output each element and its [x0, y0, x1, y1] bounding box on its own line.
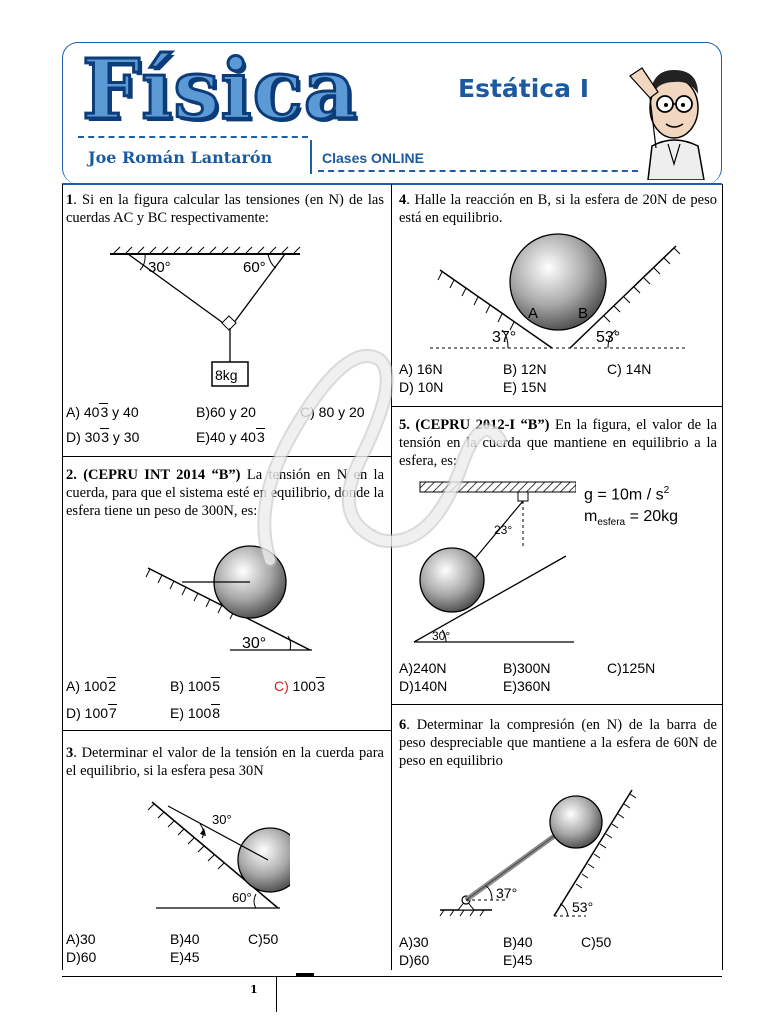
- option-c[interactable]: C) 80 y 20: [300, 404, 365, 420]
- option-e[interactable]: E)40 y 403: [196, 429, 265, 445]
- angle-label: 53°: [596, 329, 621, 346]
- gravity-value: $g = 10m / s^2$: [584, 485, 670, 504]
- angle-label: 30°: [212, 812, 232, 827]
- option-d[interactable]: D)60: [399, 952, 430, 968]
- angle-label: 23°: [494, 523, 513, 537]
- option-b[interactable]: B) 1005: [170, 678, 221, 694]
- page-number: 1: [250, 983, 258, 996]
- option-c[interactable]: C)125N: [607, 660, 656, 676]
- option-e[interactable]: E) 15N: [503, 379, 547, 395]
- problem-number: 3: [66, 745, 74, 761]
- option-b[interactable]: B)60 y 20: [196, 404, 256, 420]
- problem-text: En la figura, el valor de la tensión en la cuerda que mantiene en equilibrio a la esfera, es:: [399, 417, 717, 469]
- problem-5-figure: [406, 476, 576, 648]
- left-border: [62, 184, 63, 970]
- problem-number: 1: [66, 192, 74, 208]
- header-separator: [310, 140, 312, 174]
- angle-label: 60°: [243, 259, 266, 276]
- option-a[interactable]: A) 16N: [399, 361, 443, 377]
- problem-number: 6: [399, 717, 407, 733]
- teacher-cartoon-icon: [628, 48, 720, 180]
- problem-text: . Determinar el valor de la tensión en la cuerda para el equilibrio, si la esfera pesa 30N: [66, 745, 384, 779]
- point-label: A: [528, 305, 539, 322]
- option-d[interactable]: D) 10N: [399, 379, 444, 395]
- option-a[interactable]: A) 1002: [66, 678, 117, 694]
- column-divider: [391, 184, 392, 970]
- class-mode: Clases ONLINE: [322, 150, 424, 166]
- problem-4-figure: [430, 232, 690, 356]
- problem-number: 4: [399, 192, 407, 208]
- option-c[interactable]: C) 14N: [607, 361, 652, 377]
- problem-6-statement: [399, 716, 717, 770]
- problem-3-figure: [140, 796, 290, 914]
- problem-6-figure: [436, 786, 646, 922]
- footer-mark: [296, 973, 314, 977]
- header-divider: [62, 183, 722, 185]
- option-d[interactable]: D)140N: [399, 678, 448, 694]
- header-dash-line: [318, 170, 638, 172]
- problem-1-figure: [100, 242, 310, 392]
- option-e[interactable]: E) 1008: [170, 705, 221, 721]
- page-title: Física: [82, 42, 358, 138]
- problem-number: 5: [399, 417, 407, 433]
- mass-value: $m_{esfera} = 20kg$: [584, 508, 679, 529]
- angle-label: 37°: [496, 885, 518, 901]
- option-e[interactable]: E)45: [503, 952, 533, 968]
- angle-label: 37°: [492, 329, 517, 346]
- option-a[interactable]: A)240N: [399, 660, 447, 676]
- angle-label: 60°: [232, 890, 252, 905]
- option-a[interactable]: A) 403 y 40: [66, 404, 139, 420]
- option-d[interactable]: D) 1007: [66, 705, 117, 721]
- problem-2-statement: [66, 466, 384, 520]
- option-b[interactable]: B) 12N: [503, 361, 547, 377]
- option-d[interactable]: D) 303 y 30: [66, 429, 140, 445]
- problem-text: . Si en la figura calcular las tensiones (en N) de las cuerdas AC y BC respectivamente:: [66, 192, 384, 226]
- row-divider: [62, 456, 391, 457]
- author-name: Joe Román Lantarón: [88, 148, 273, 167]
- footer-line: [62, 976, 722, 977]
- problem-1-statement: [66, 191, 384, 227]
- row-divider: [391, 406, 722, 407]
- problem-text: . Determinar la compresión (en N) de la barra de peso despreciable que mantiene a la esfera de 60N de peso en equilibrio: [399, 717, 717, 769]
- option-c[interactable]: C)50: [248, 931, 279, 947]
- problem-number: 2: [66, 467, 74, 483]
- option-e[interactable]: E)45: [170, 949, 200, 965]
- point-label: B: [578, 305, 589, 322]
- row-divider: [62, 730, 391, 731]
- problem-3-statement: [66, 744, 384, 780]
- row-divider: [391, 704, 722, 705]
- problem-2-figure: [140, 540, 320, 658]
- footer-separator: [276, 976, 277, 1012]
- problem-4-statement: [399, 191, 717, 227]
- option-a[interactable]: A)30: [66, 931, 96, 947]
- option-b[interactable]: B)300N: [503, 660, 551, 676]
- option-b[interactable]: B)40: [503, 934, 533, 950]
- problem-source-tag: . (CEPRU 2012-I “B”): [406, 417, 550, 433]
- problem-text: . Halle la reacción en B, si la esfera de 20N de peso está en equilibrio.: [399, 192, 717, 226]
- option-b[interactable]: B)40: [170, 931, 200, 947]
- header-dash-line: [78, 136, 308, 138]
- option-e[interactable]: E)360N: [503, 678, 551, 694]
- angle-label: 30°: [148, 259, 171, 276]
- page-subtitle: Estática I: [458, 74, 589, 103]
- angle-label: 30°: [242, 635, 267, 652]
- angle-label: 53°: [572, 899, 594, 915]
- option-c[interactable]: C) 1003: [274, 678, 325, 694]
- problem-5-statement: [399, 416, 717, 470]
- problem-text: La tensión en N en la cuerda, para que el sistema esté en equilibrio, donde la esfera tiene un peso de 300N, es:: [66, 467, 384, 519]
- option-d[interactable]: D)60: [66, 949, 97, 965]
- right-border: [722, 184, 723, 970]
- problem-source-tag: . (CEPRU INT 2014 “B”): [73, 467, 241, 483]
- option-a[interactable]: A)30: [399, 934, 429, 950]
- mass-label: 8kg: [215, 367, 238, 383]
- option-c[interactable]: C)50: [581, 934, 612, 950]
- angle-label: 30°: [432, 629, 451, 643]
